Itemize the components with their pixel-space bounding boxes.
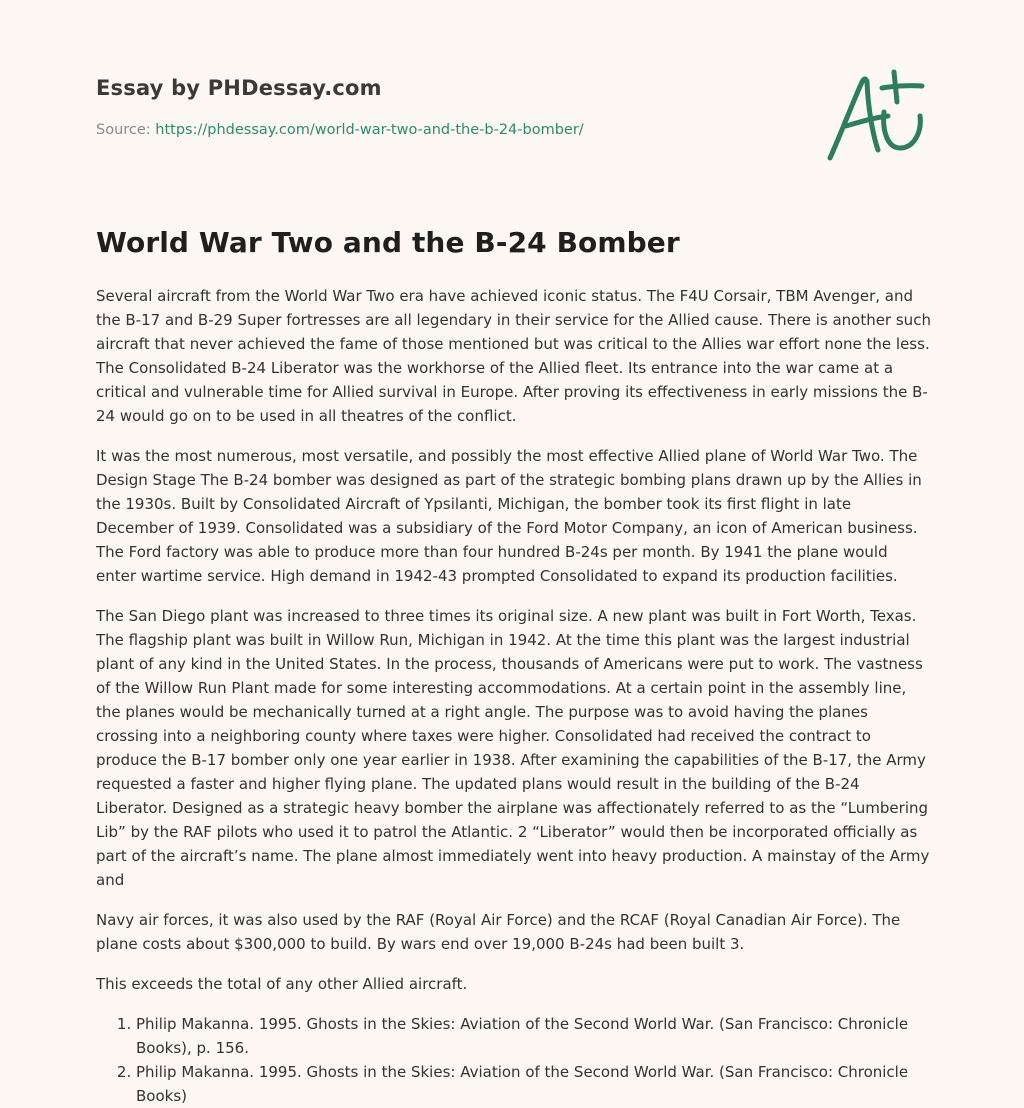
- essay-paragraph: This exceeds the total of any other Allied aircraft.: [96, 975, 468, 993]
- site-header: [96, 76, 584, 138]
- source-link[interactable]: https://phdessay.com/world-war-two-and-the-b-24-bomber/: [155, 122, 584, 138]
- site-title: Essay by PHDessay.com: [96, 76, 382, 100]
- reference-item: 1. Philip Makanna. 1995. Ghosts in the Skies: Aviation of the Second World War. (San Francisco: Chronicle Books), p. 156.: [136, 1012, 932, 1060]
- reference-item: 2. Philip Makanna. 1995. Ghosts in the Skies: Aviation of the Second World War. (San Francisco: Chronicle Books): [136, 1060, 932, 1108]
- essay-paragraph: The San Diego plant was increased to three times its original size. A new plant was built in Fort Worth, Texas. The flagship plant was built in Willow Run, Michigan in 1942. At the time this plant was the largest industrial plant of any kind in the United States. In the process, thousands of Americans were put to work. The vastness of the Willow Run Plant made for some interesting accommodations. At a certain point in the assembly line, the planes would be mechanically turned at a right angle. The purpose was to avoid having the planes crossing into a neighboring county where taxes were higher. Consolidated had received the contract to produce the B-17 bomber only one year earlier in 1938. After examining the capabilities of the B-17, the Army requested a faster and higher flying plane. The updated plans would result in the building of the B-24 Liberator. Designed as a strategic heavy bomber the airplane was affectionately referred to as the “Lumbering Lib” by the RAF pilots who used it to patrol the Atlantic. 2 “Liberator” would then be incorporated officially as part of the aircraft’s name. The plane almost immediately went into heavy production. A mainstay of the Army and: [96, 607, 930, 889]
- essay-paragraph: It was the most numerous, most versatile, and possibly the most effective Allied plane of World War Two. The Design Stage The B-24 bomber was designed as part of the strategic bombing plans drawn up by the Allies in the 1930s. Built by Consolidated Aircraft of Ypsilanti, Michigan, the bomber took its first flight in late December of 1939. Consolidated was a subsidiary of the Ford Motor Company, an icon of American business. The Ford factory was able to produce more than four hundred B-24s per month. By 1941 the plane would enter wartime service. High demand in 1942-43 prompted Consolidated to expand its production facilities.: [96, 447, 922, 585]
- source-line: [96, 122, 584, 138]
- source-label: Source:: [96, 122, 151, 138]
- essay-paragraph: Several aircraft from the World War Two era have achieved iconic status. The F4U Corsair, TBM Avenger, and the B-17 and B-29 Super fortresses are all legendary in their service for the Allied cause. There is another such aircraft that never achieved the fame of those mentioned but was critical to the Allies war effort none the less. The Consolidated B-24 Liberator was the workhorse of the Allied fleet. Its entrance into the war came at a critical and vulnerable time for Allied survival in Europe. After proving its effectiveness in early missions the B-24 would go on to be used in all theatres of the conflict.: [96, 287, 931, 425]
- essay-title: World War Two and the B-24 Bomber: [96, 226, 680, 259]
- reference-list: [96, 1012, 932, 1108]
- essay-paragraph: Navy air forces, it was also used by the RAF (Royal Air Force) and the RCAF (Royal Canadian Air Force). The plane costs about $300,000 to build. By wars end over 19,000 B-24s had been built 3.: [96, 911, 901, 953]
- a-plus-logo-icon: [822, 66, 930, 166]
- essay-body: [96, 284, 932, 1108]
